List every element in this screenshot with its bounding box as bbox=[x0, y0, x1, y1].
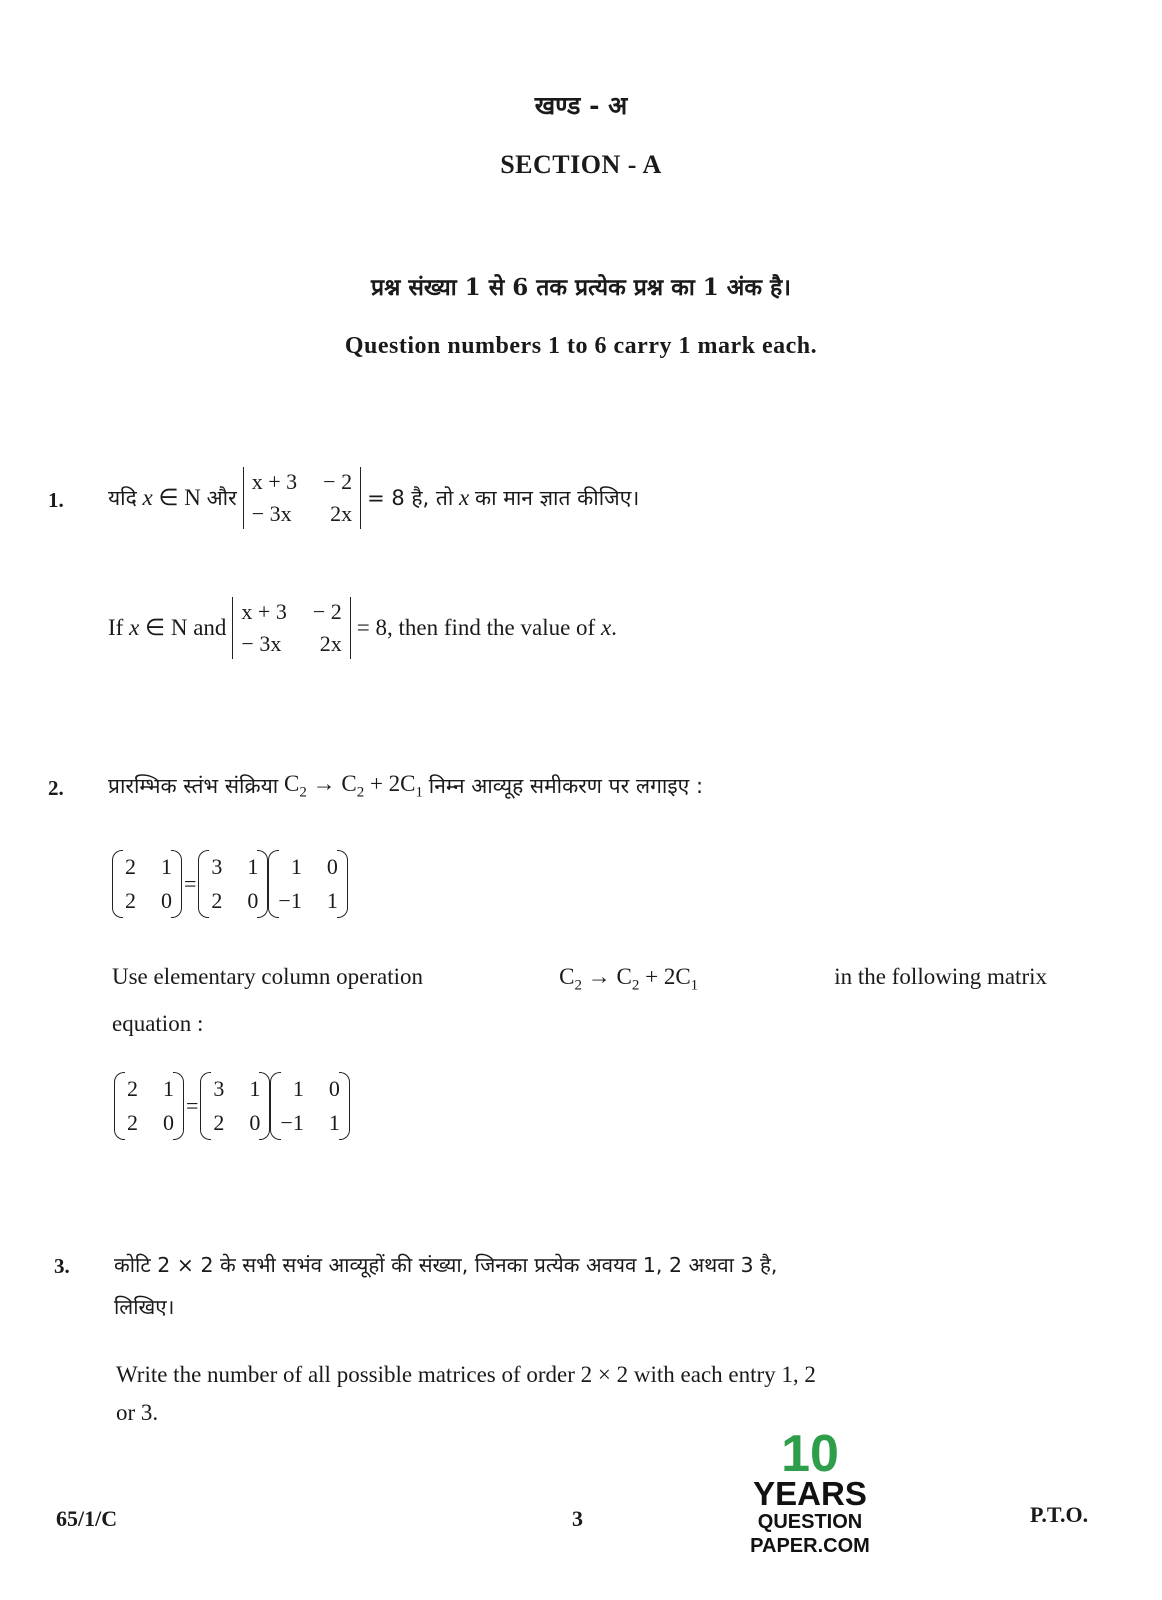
matrix-equation bbox=[114, 1072, 350, 1140]
det-cell: − 2 bbox=[312, 599, 342, 624]
in-n: ∈ N bbox=[158, 485, 201, 510]
det-cell: 2x bbox=[330, 501, 353, 526]
q1-en-end: . bbox=[611, 615, 617, 640]
q3-en-line2: or 3. bbox=[116, 1400, 159, 1425]
question-3-hindi bbox=[114, 1244, 1049, 1328]
q1-en-prefix: If bbox=[108, 615, 124, 640]
matrix-c: 1 0 −1 1 bbox=[270, 1072, 349, 1140]
column-operation: $C_2 \to C_2 + 2C_1$ bbox=[284, 770, 423, 801]
q2-hi-prefix: प्रारम्भिक स्तंभ संक्रिया bbox=[108, 774, 279, 798]
section-heading: SECTION - A bbox=[500, 150, 662, 179]
section-heading-hindi: खण्ड - अ bbox=[534, 91, 628, 120]
logo-site: QUESTION PAPER.COM bbox=[750, 1511, 870, 1557]
var-x: x bbox=[600, 615, 612, 640]
logo-ten: 10 bbox=[781, 1425, 839, 1483]
var-x: x bbox=[129, 615, 140, 640]
var-x: x bbox=[142, 485, 153, 510]
q2-en-suffix: in the following matrix bbox=[834, 964, 1047, 989]
question-1-english bbox=[108, 592, 617, 664]
determinant bbox=[243, 467, 361, 529]
det-cell: 2x bbox=[319, 631, 342, 656]
det-cell: − 2 bbox=[323, 469, 353, 494]
det-cell: − 3x bbox=[251, 501, 292, 526]
q1-hi-suffix-2: का मान ज्ञात कीजिए। bbox=[475, 486, 640, 510]
pto-label: P.T.O. bbox=[1030, 1502, 1089, 1527]
det-cell: x + 3 bbox=[241, 599, 287, 624]
watermark-logo bbox=[700, 1425, 920, 1558]
question-number-3: 3. bbox=[54, 1254, 70, 1278]
equals-sign: = bbox=[184, 871, 197, 896]
q1-hi-prefix: यदि bbox=[108, 486, 137, 510]
q3-hi-line2: लिखिए। bbox=[114, 1295, 175, 1319]
question-2-english bbox=[112, 958, 1047, 1043]
q2-en-line2: equation : bbox=[112, 1010, 204, 1036]
matrix-b: 3 1 2 0 bbox=[200, 1072, 270, 1140]
q2-en-prefix: Use elementary column operation bbox=[112, 964, 424, 989]
paper-code: 65/1/C bbox=[56, 1506, 118, 1531]
q3-hi-line1: कोटि 2 × 2 के सभी सभंव आव्यूहों की संख्या, जिनका प्रत्येक अवयव 1, 2 अथवा 3 है, bbox=[114, 1253, 778, 1277]
instruction-hindi: प्रश्न संख्या 1 से 6 तक प्रत्येक प्रश्न का 1 अंक है। bbox=[371, 274, 791, 301]
column-operation: $C_2 \to C_2 + 2C_1$ bbox=[559, 964, 699, 994]
equals-sign: = bbox=[186, 1093, 199, 1118]
in-n: ∈ N bbox=[145, 615, 188, 640]
instruction: Question numbers 1 to 6 carry 1 mark each. bbox=[344, 333, 818, 359]
determinant bbox=[232, 597, 350, 659]
question-3-english bbox=[116, 1356, 1051, 1432]
matrix-a: 2 1 2 0 bbox=[112, 850, 182, 918]
question-1-hindi bbox=[108, 462, 639, 534]
var-x: x bbox=[459, 485, 470, 510]
matrix-equation bbox=[112, 850, 348, 918]
q1-hi-and: और bbox=[206, 486, 237, 510]
matrix-c: 1 0 −1 1 bbox=[268, 850, 347, 918]
q2-hi-suffix: निम्न आव्यूह समीकरण पर लगाइए : bbox=[428, 774, 704, 798]
question-2-hindi bbox=[108, 766, 703, 806]
q3-en-line1: Write the number of all possible matrices of order 2 × 2 with each entry 1, 2 bbox=[116, 1362, 816, 1387]
question-number-2: 2. bbox=[48, 776, 64, 800]
q1-en-and: and bbox=[193, 615, 227, 640]
matrix-b: 3 1 2 0 bbox=[198, 850, 268, 918]
question-number-1: 1. bbox=[48, 488, 64, 512]
det-cell: x + 3 bbox=[251, 469, 298, 494]
logo-years: YEARS bbox=[753, 1475, 867, 1512]
q1-en-suffix: = 8, then find the value of bbox=[356, 615, 596, 640]
det-cell: − 3x bbox=[241, 631, 282, 656]
page-number: 3 bbox=[572, 1506, 583, 1531]
q1-hi-suffix-1: = 8 है, तो bbox=[367, 486, 454, 510]
matrix-a: 2 1 2 0 bbox=[114, 1072, 184, 1140]
